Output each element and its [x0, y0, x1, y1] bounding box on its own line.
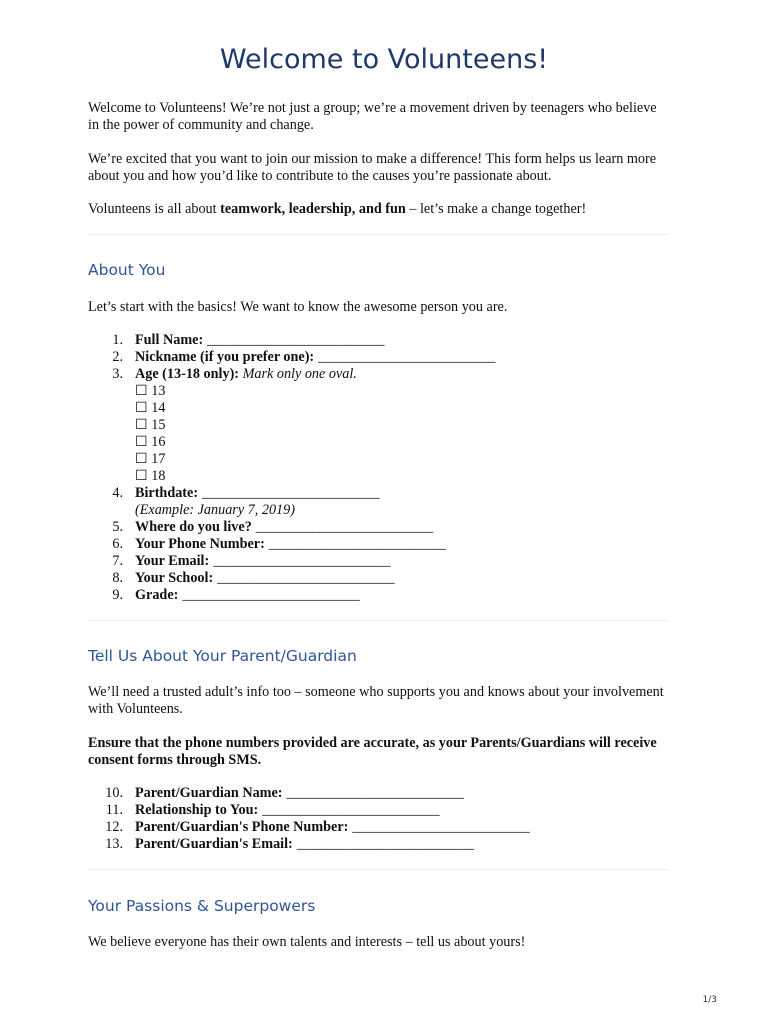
question-number: 8. [112, 570, 123, 586]
question-number: 6. [112, 536, 123, 552]
age-option-15[interactable]: ☐ 15 [135, 417, 166, 433]
question-relationship [88, 802, 688, 819]
section-heading-guardian: Tell Us About Your Parent/Guardian [88, 647, 357, 665]
answer-blank[interactable]: _________________________ [262, 802, 440, 818]
intro-p3-bold: teamwork, leadership, and fun [220, 201, 406, 217]
question-label: Parent/Guardian's Phone Number: [135, 819, 349, 835]
question-label: Grade: [135, 587, 179, 603]
question-label: Age (13-18 only): [135, 366, 240, 382]
intro-paragraph-3 [88, 201, 668, 218]
question-label: Your Phone Number: [135, 536, 265, 552]
age-option-16[interactable]: ☐ 16 [135, 434, 166, 450]
answer-blank[interactable]: _________________________ [255, 519, 434, 535]
question-number: 5. [112, 519, 123, 535]
question-label: Nickname (if you prefer one): [135, 349, 315, 365]
page-number: 1/3 [702, 995, 717, 1005]
question-number: 12. [105, 819, 123, 835]
intro-paragraph-2: We’re excited that you want to join our mission to make a difference! This form helps us learn more about you and how you’d like to contribute to the causes you’re passionate about. [88, 151, 657, 184]
answer-blank[interactable]: _________________________ [352, 819, 530, 835]
question-birthdate [88, 485, 688, 502]
question-number: 11. [105, 802, 123, 818]
section-heading-about-you: About You [88, 261, 166, 279]
question-number: 13. [105, 836, 123, 852]
question-number: 9. [112, 587, 123, 603]
answer-blank[interactable]: _________________________ [207, 332, 385, 348]
age-option-17[interactable]: ☐ 17 [135, 451, 166, 467]
question-label: Parent/Guardian's Email: [135, 836, 293, 852]
page-title: Welcome to Volunteens! [219, 44, 549, 75]
about-you-questions [88, 332, 688, 604]
question-label: Parent/Guardian Name: [135, 785, 283, 801]
guardian-questions [88, 785, 688, 853]
question-full-name [88, 332, 688, 349]
question-number: 1. [112, 332, 123, 348]
question-where-live [88, 519, 688, 536]
question-grade [88, 587, 688, 604]
about-intro: Let’s start with the basics! We want to know the awesome person you are. [88, 299, 508, 315]
section-heading-passions: Your Passions & Superpowers [88, 897, 316, 915]
answer-blank[interactable]: _________________________ [202, 485, 380, 501]
question-hint: Mark only one oval. [242, 366, 357, 382]
question-guardian-phone [88, 819, 688, 836]
answer-blank[interactable]: _________________________ [268, 536, 447, 552]
answer-blank[interactable]: _________________________ [217, 570, 395, 586]
question-number: 7. [112, 553, 123, 569]
question-school [88, 570, 688, 587]
question-nickname [88, 349, 688, 366]
passions-intro: We believe everyone has their own talents and interests – tell us about yours! [88, 934, 526, 950]
question-number: 10. [105, 785, 123, 801]
question-number: 4. [112, 485, 123, 501]
question-age [88, 366, 688, 383]
age-option-14[interactable]: ☐ 14 [135, 400, 166, 416]
section-divider [88, 234, 668, 235]
question-label: Your School: [135, 570, 214, 586]
question-phone [88, 536, 688, 553]
answer-blank[interactable]: _________________________ [286, 785, 464, 801]
question-guardian-name [88, 785, 688, 802]
question-label: Birthdate: [135, 485, 199, 501]
question-guardian-email [88, 836, 688, 853]
answer-blank[interactable]: _________________________ [318, 349, 496, 365]
section-divider [88, 620, 668, 621]
question-label: Full Name: [135, 332, 204, 348]
intro-paragraph-1: Welcome to Volunteens! We’re not just a group; we’re a movement driven by teenagers who believe in the power of community and change. [88, 100, 657, 133]
age-option-13[interactable]: ☐ 13 [135, 383, 166, 399]
intro-p3-before: Volunteens is all about [88, 201, 221, 217]
intro-p3-after: – let’s make a change together! [405, 201, 587, 217]
question-label: Relationship to You: [135, 802, 259, 818]
question-label: Where do you live? [135, 519, 252, 535]
age-option-18[interactable]: ☐ 18 [135, 468, 166, 484]
birthdate-example: (Example: January 7, 2019) [135, 502, 295, 518]
question-email [88, 553, 688, 570]
section-divider [88, 869, 668, 870]
question-number: 3. [112, 366, 123, 382]
answer-blank[interactable]: _________________________ [213, 553, 391, 569]
answer-blank[interactable]: _________________________ [182, 587, 360, 603]
question-number: 2. [112, 349, 123, 365]
question-label: Your Email: [135, 553, 210, 569]
guardian-note: Ensure that the phone numbers provided are accurate, as your Parents/Guardians will receive consent forms through SMS. [88, 735, 657, 768]
guardian-intro: We’ll need a trusted adult’s info too – someone who supports you and knows about your involvement with Volunteens. [88, 684, 664, 717]
answer-blank[interactable]: _________________________ [296, 836, 475, 852]
